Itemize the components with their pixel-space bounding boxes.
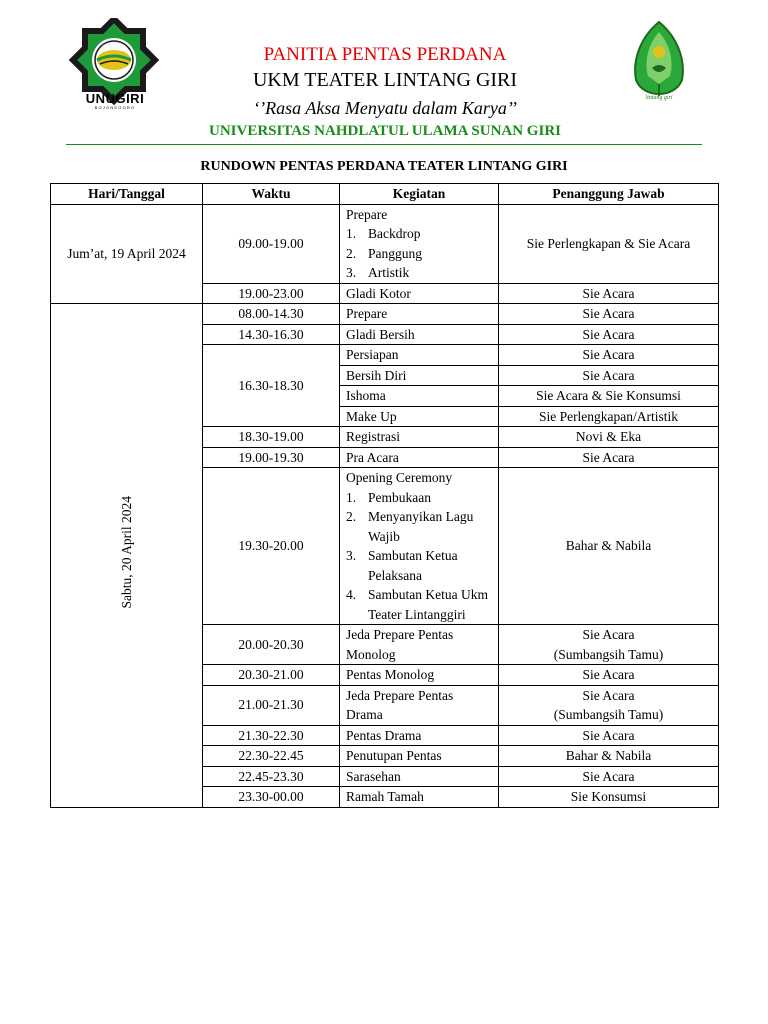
- time-cell: 21.00-21.30: [203, 685, 340, 725]
- pic-cell: Sie Perlengkapan & Sie Acara: [499, 204, 719, 283]
- list-item: 2. Menyanyikan Lagu Wajib: [346, 507, 492, 546]
- activity-cell: Make Up: [340, 406, 499, 427]
- time-cell: 22.30-22.45: [203, 746, 340, 767]
- motto: ‘’Rasa Aksa Menyatu dalam Karya’’: [253, 98, 517, 118]
- table-row: [51, 304, 719, 325]
- time-cell: 22.45-23.30: [203, 766, 340, 787]
- header-divider: [66, 144, 702, 145]
- pic-cell: Sie Konsumsi: [499, 787, 719, 808]
- header-date: Hari/Tanggal: [51, 184, 203, 205]
- pic-cell: Sie Perlengkapan/Artistik: [499, 406, 719, 427]
- list-item-text: Backdrop: [368, 226, 421, 241]
- table-row: [51, 204, 719, 283]
- pic-cell: Sie Acara: [499, 766, 719, 787]
- list-item: 3. Sambutan Ketua Pelaksana: [346, 546, 492, 585]
- university-name: UNIVERSITAS NAHDLATUL ULAMA SUNAN GIRI: [208, 123, 561, 139]
- pic-cell: [499, 625, 719, 665]
- time-cell: 20.00-20.30: [203, 625, 340, 665]
- activity-label: Opening Ceremony: [346, 470, 453, 485]
- committee-title: PANITIA PENTAS PERDANA: [263, 44, 507, 65]
- activity-cell: Pentas Drama: [340, 725, 499, 746]
- activity-cell: Gladi Bersih: [340, 324, 499, 345]
- time-cell: 20.30-21.00: [203, 665, 340, 686]
- list-item-text: Pembukaan: [368, 489, 431, 505]
- pic-cell: Sie Acara: [499, 345, 719, 366]
- pic-line: Sie Acara: [582, 627, 635, 642]
- time-cell: 18.30-19.00: [203, 427, 340, 448]
- table-header-row: [51, 184, 719, 205]
- list-item-text: Sambutan Ketua Ukm Teater Lintanggiri: [368, 587, 488, 622]
- activity-cell: Jeda Prepare Pentas Monolog: [340, 625, 499, 665]
- time-cell: 23.30-00.00: [203, 787, 340, 808]
- pic-line: Sie Acara: [582, 687, 635, 703]
- pic-cell: Sie Acara: [499, 324, 719, 345]
- pic-cell: Bahar & Nabila: [499, 468, 719, 625]
- activity-cell: [340, 468, 499, 625]
- header-activity: Kegiatan: [340, 184, 499, 205]
- list-item: 1. Backdrop: [346, 224, 492, 244]
- pic-cell: Sie Acara: [499, 283, 719, 304]
- activity-cell: Bersih Diri: [340, 365, 499, 386]
- activity-cell: [340, 204, 499, 283]
- brand-sub: BOJONEGORO: [94, 105, 136, 110]
- activity-cell: Ishoma: [340, 386, 499, 407]
- activity-cell: Persiapan: [340, 345, 499, 366]
- activity-label: Prepare: [346, 206, 388, 222]
- document-title: RUNDOWN PENTAS PERDANA TEATER LINTANG GIRI: [200, 159, 568, 174]
- pic-cell: Bahar & Nabila: [499, 746, 719, 767]
- list-item-text: Panggung: [368, 245, 422, 261]
- header-time: Waktu: [203, 184, 340, 205]
- activity-cell: Pra Acara: [340, 447, 499, 468]
- list-item: 2. Panggung: [346, 244, 492, 264]
- time-cell: 09.00-19.00: [203, 204, 340, 283]
- day2-date: Sabtu, 20 April 2024: [118, 496, 134, 609]
- list-item: 4. Sambutan Ketua Ukm Teater Lintanggiri: [346, 585, 492, 624]
- pic-note: (Sumbangsih Tamu): [553, 707, 664, 722]
- list-item-text: Menyanyikan Lagu Wajib: [368, 509, 474, 544]
- activity-cell: Ramah Tamah: [340, 787, 499, 808]
- activity-cell: Penutupan Pentas: [340, 746, 499, 767]
- activity-cell: Pentas Monolog: [340, 665, 499, 686]
- pic-cell: Sie Acara & Sie Konsumsi: [499, 386, 719, 407]
- pic-cell: Novi & Eka: [499, 427, 719, 448]
- time-cell: 19.30-20.00: [203, 468, 340, 625]
- activity-cell: Gladi Kotor: [340, 283, 499, 304]
- org-title: UKM TEATER LINTANG GIRI: [252, 69, 518, 91]
- header-pic: Penanggung Jawab: [499, 184, 719, 205]
- pic-cell: Sie Acara: [499, 365, 719, 386]
- activity-cell: Jeda Prepare Pentas Drama: [340, 685, 499, 725]
- pic-note: (Sumbangsih Tamu): [553, 646, 664, 662]
- time-cell: 08.00-14.30: [203, 304, 340, 325]
- rundown-table: [50, 183, 719, 808]
- pic-cell: Sie Acara: [499, 447, 719, 468]
- pic-cell: Sie Acara: [499, 304, 719, 325]
- list-item-text: Artistik: [368, 265, 410, 280]
- list-item: 3. Artistik: [346, 263, 492, 283]
- pic-cell: Sie Acara: [499, 665, 719, 686]
- day2-date-cell: [51, 304, 203, 808]
- activity-cell: Sarasehan: [340, 766, 499, 787]
- list-item: 1. Pembukaan: [346, 488, 492, 508]
- unugiri-brand: [70, 92, 160, 111]
- day1-date: Jum’at, 19 April 2024: [51, 204, 203, 304]
- activity-cell: Registrasi: [340, 427, 499, 448]
- activity-cell: Prepare: [340, 304, 499, 325]
- time-cell: 19.00-19.30: [203, 447, 340, 468]
- time-cell: 19.00-23.00: [203, 283, 340, 304]
- pic-cell: [499, 685, 719, 725]
- time-cell: 21.30-22.30: [203, 725, 340, 746]
- time-cell: 16.30-18.30: [203, 345, 340, 427]
- pic-cell: Sie Acara: [499, 725, 719, 746]
- list-item-text: Sambutan Ketua Pelaksana: [368, 548, 458, 583]
- brand-name: UNUGIRI: [85, 91, 145, 106]
- lintang-giri-caption: lintang giri: [645, 95, 673, 101]
- time-cell: 14.30-16.30: [203, 324, 340, 345]
